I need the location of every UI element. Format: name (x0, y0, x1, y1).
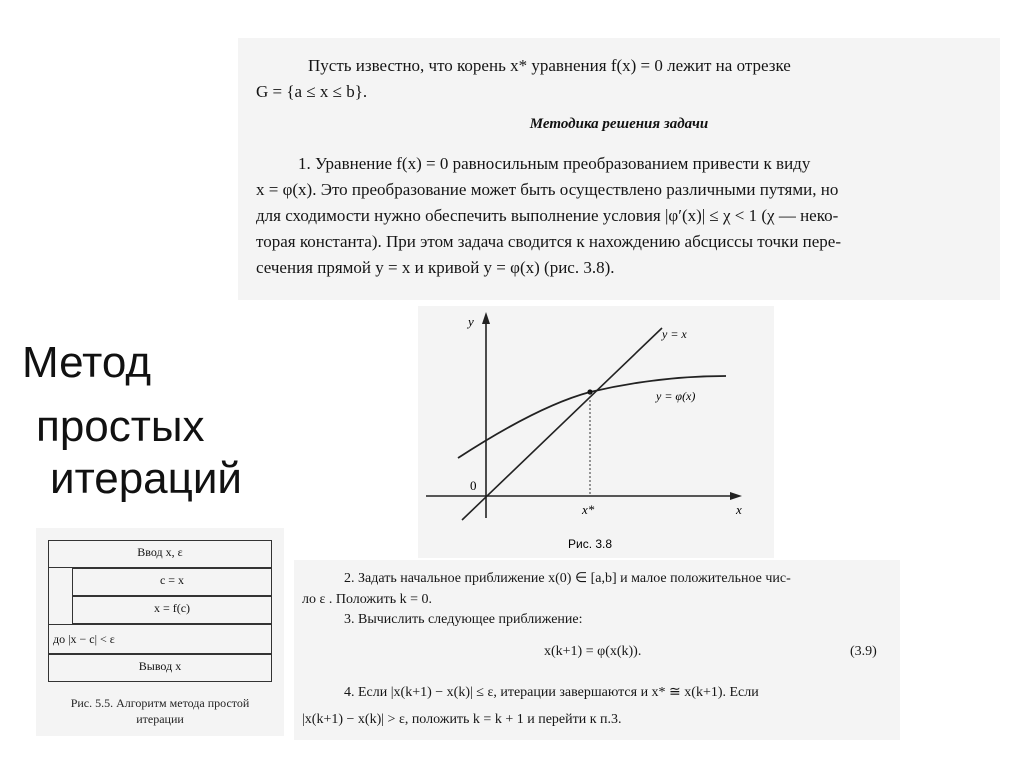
text-line: G = {a ≤ x ≤ b}. (256, 82, 368, 101)
text-line: сечения прямой y = x и кривой y = φ(x) (рис. 3.8). (256, 258, 615, 277)
formula-number: (3.9) (850, 644, 877, 659)
section-heading: Методика решения задачи (529, 116, 709, 132)
algo-caption-line-1: Рис. 5.5. Алгоритм метода простой (70, 696, 250, 710)
text-line: x = φ(x). Это преобразование может быть осуществлено различными путями, но (256, 180, 839, 199)
algo-assign-c-block (72, 568, 272, 596)
text-line: для сходимости нужно обеспечить выполнение условия |φ′(x)| ≤ χ < 1 (χ — неко- (256, 206, 839, 225)
curve-label: y = φ(x) (656, 389, 696, 403)
algo-assign-x-text: x = f(c) (153, 601, 191, 615)
slide-title-line-3: итераций (50, 454, 243, 503)
algo-loop-condition (48, 624, 272, 654)
y-axis-label: y (468, 314, 474, 329)
text-line: торая константа). При этом задача сводится к нахождению абсциссы точки пере- (256, 232, 842, 251)
text-line: Пусть известно, что корень x* уравнения f(x) = 0 лежит на отрезке (308, 56, 791, 75)
problem-statement-scan (238, 38, 1000, 300)
text-line: 1. Уравнение f(x) = 0 равносильным преобразованием привести к виду (298, 154, 811, 173)
algo-assign-x-block (72, 596, 272, 624)
slide-title-line-2: простых (36, 402, 205, 451)
x-axis-label: x (736, 502, 742, 517)
iteration-graph (418, 306, 774, 558)
algo-caption-line-2: итерации (136, 712, 184, 726)
graph-caption: Рис. 3.8 (568, 537, 613, 551)
algo-assign-c-text: c = x (159, 573, 185, 587)
origin-label: 0 (470, 478, 477, 493)
line-label: y = x (662, 327, 687, 341)
line-y-equals-x (462, 328, 662, 520)
graph-figure (418, 306, 774, 558)
algo-input-text: Ввод x, ε (137, 545, 183, 559)
text-line: ло ε . Положить k = 0. (302, 592, 432, 607)
algo-output-text: Вывод x (138, 659, 182, 673)
algorithm-figure (36, 528, 284, 736)
x-axis-arrow (730, 492, 742, 500)
text-line: 3. Вычислить следующее приближение: (344, 612, 583, 627)
root-label: x* (582, 502, 595, 517)
method-steps-scan (294, 560, 900, 740)
y-axis-arrow (482, 312, 490, 324)
text-line: 2. Задать начальное приближение x(0) ∈ [a,b] и малое положительное чис- (344, 571, 791, 586)
slide-title-line-1: Метод (22, 338, 151, 387)
iteration-formula: x(k+1) = φ(x(k)). (544, 644, 642, 659)
text-line: |x(k+1) − x(k)| > ε, положить k = k + 1 и перейти к п.3. (302, 712, 622, 727)
text-line: 4. Если |x(k+1) − x(k)| ≤ ε, итерации завершаются и x* ≅ x(k+1). Если (344, 685, 759, 700)
algo-output-block (48, 654, 272, 682)
algo-loop-condition-text: до |x − c| < ε (53, 632, 115, 646)
algo-input-block (48, 540, 272, 568)
